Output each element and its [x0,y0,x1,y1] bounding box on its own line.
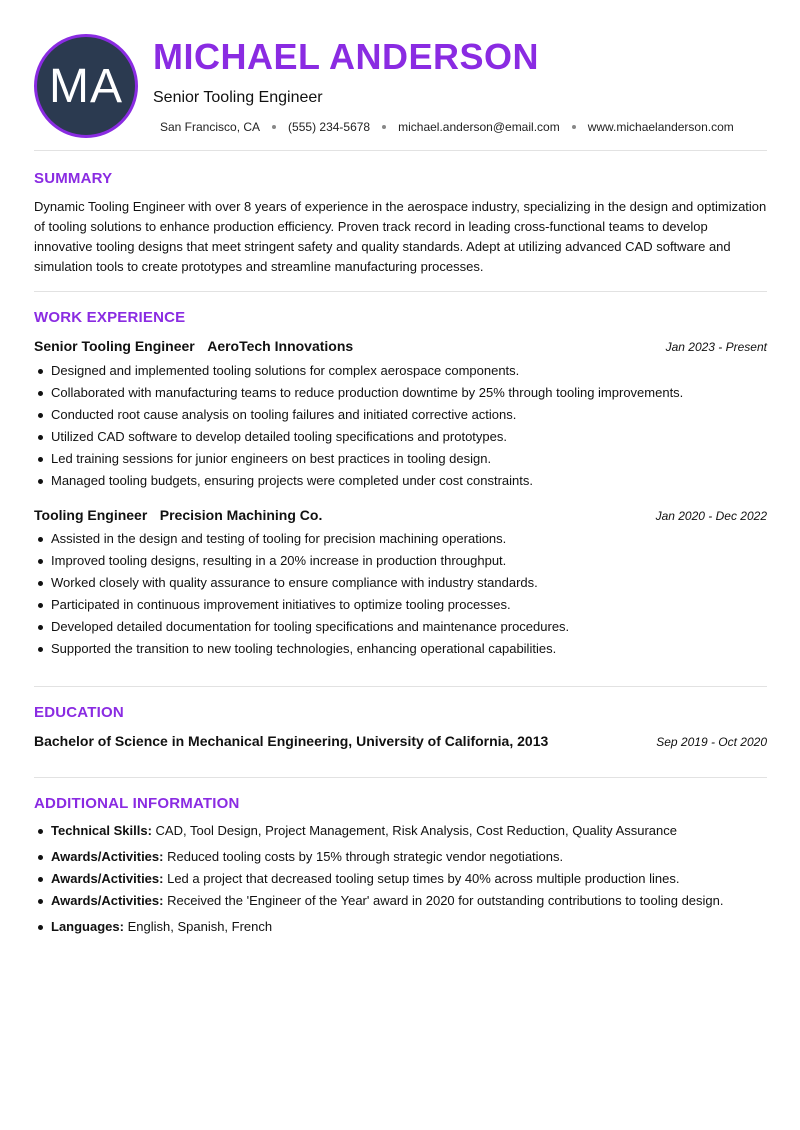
info-label: Awards/Activities: [51,849,164,864]
list-item: Conducted root cause analysis on tooling failures and initiated corrective actions. [34,404,683,426]
divider [34,777,767,778]
list-item [34,916,724,938]
additional-info-list [34,820,724,938]
list-item [34,890,724,912]
info-label: Awards/Activities: [51,893,164,908]
additional-info-heading: ADDITIONAL INFORMATION [34,795,240,812]
summary-heading: SUMMARY [34,170,113,187]
list-item: Designed and implemented tooling solutions for complex aerospace components. [34,360,683,382]
divider [34,686,767,687]
list-item: Collaborated with manufacturing teams to reduce production downtime by 25% through tooling improvements. [34,382,683,404]
job-bullets [34,528,569,660]
list-item [34,820,724,842]
candidate-role: Senior Tooling Engineer [153,89,323,106]
list-item: Supported the transition to new tooling technologies, enhancing operational capabilities. [34,638,569,660]
list-item [34,846,724,868]
job-title: Senior Tooling Engineer [34,338,195,354]
job-dates: Jan 2020 - Dec 2022 [655,509,767,523]
list-item: Improved tooling designs, resulting in a 20% increase in production throughput. [34,550,569,572]
separator-dot [382,125,386,129]
job-header [34,338,767,356]
divider [34,150,767,151]
info-text: Received the 'Engineer of the Year' award in 2020 for outstanding contributions to tooling design. [167,893,724,908]
info-label: Languages: [51,919,124,934]
info-text: Led a project that decreased tooling setup times by 40% across multiple production lines. [167,871,680,886]
education-entry [34,733,767,749]
info-label: Awards/Activities: [51,871,164,886]
job-dates: Jan 2023 - Present [665,340,767,354]
summary-text: Dynamic Tooling Engineer with over 8 years of experience in the aerospace industry, specializing in the design and optimization of tooling solutions to enhance production efficiency. Proven track record in leading cross-functional teams to develop innovative tooling designs that meet stringent safety and quality standards. Adept at utilizing advanced CAD software and simulation tools to create prototypes and streamline manufacturing processes. [34,199,767,274]
list-item [34,868,724,890]
divider [34,291,767,292]
contact-location: San Francisco, CA [160,120,261,134]
list-item: Led training sessions for junior engineers on best practices in tooling design. [34,448,683,470]
job-header [34,507,767,525]
education-heading: EDUCATION [34,704,124,721]
avatar-initials: MA [49,59,123,113]
avatar [34,34,138,138]
separator-dot [272,125,276,129]
job-company: Precision Machining Co. [159,507,323,523]
info-text: Reduced tooling costs by 15% through strategic vendor negotiations. [167,849,564,864]
job-company: AeroTech Innovations [207,338,354,354]
list-item: Developed detailed documentation for tooling specifications and maintenance procedures. [34,616,569,638]
contact-line [160,120,734,134]
contact-email[interactable]: michael.anderson@email.com [398,120,560,134]
education-dates: Sep 2019 - Oct 2020 [656,735,767,749]
list-item: Participated in continuous improvement initiatives to optimize tooling processes. [34,594,569,616]
job-bullets [34,360,683,492]
info-label: Technical Skills: [51,823,152,838]
info-text: CAD, Tool Design, Project Management, Risk Analysis, Cost Reduction, Quality Assurance [155,823,677,838]
contact-website[interactable]: www.michaelanderson.com [587,120,734,134]
list-item: Managed tooling budgets, ensuring projects were completed under cost constraints. [34,470,683,492]
job-title: Tooling Engineer [34,507,148,523]
list-item: Worked closely with quality assurance to ensure compliance with industry standards. [34,572,569,594]
list-item: Assisted in the design and testing of tooling for precision machining operations. [34,528,569,550]
candidate-name: MICHAEL ANDERSON [153,36,540,77]
info-text: English, Spanish, French [127,919,273,934]
list-item: Utilized CAD software to develop detailed tooling specifications and prototypes. [34,426,683,448]
separator-dot [572,125,576,129]
education-degree: Bachelor of Science in Mechanical Engineering, University of California, 2013 [34,733,549,749]
work-experience-heading: WORK EXPERIENCE [34,309,186,326]
contact-phone: (555) 234-5678 [288,120,371,134]
